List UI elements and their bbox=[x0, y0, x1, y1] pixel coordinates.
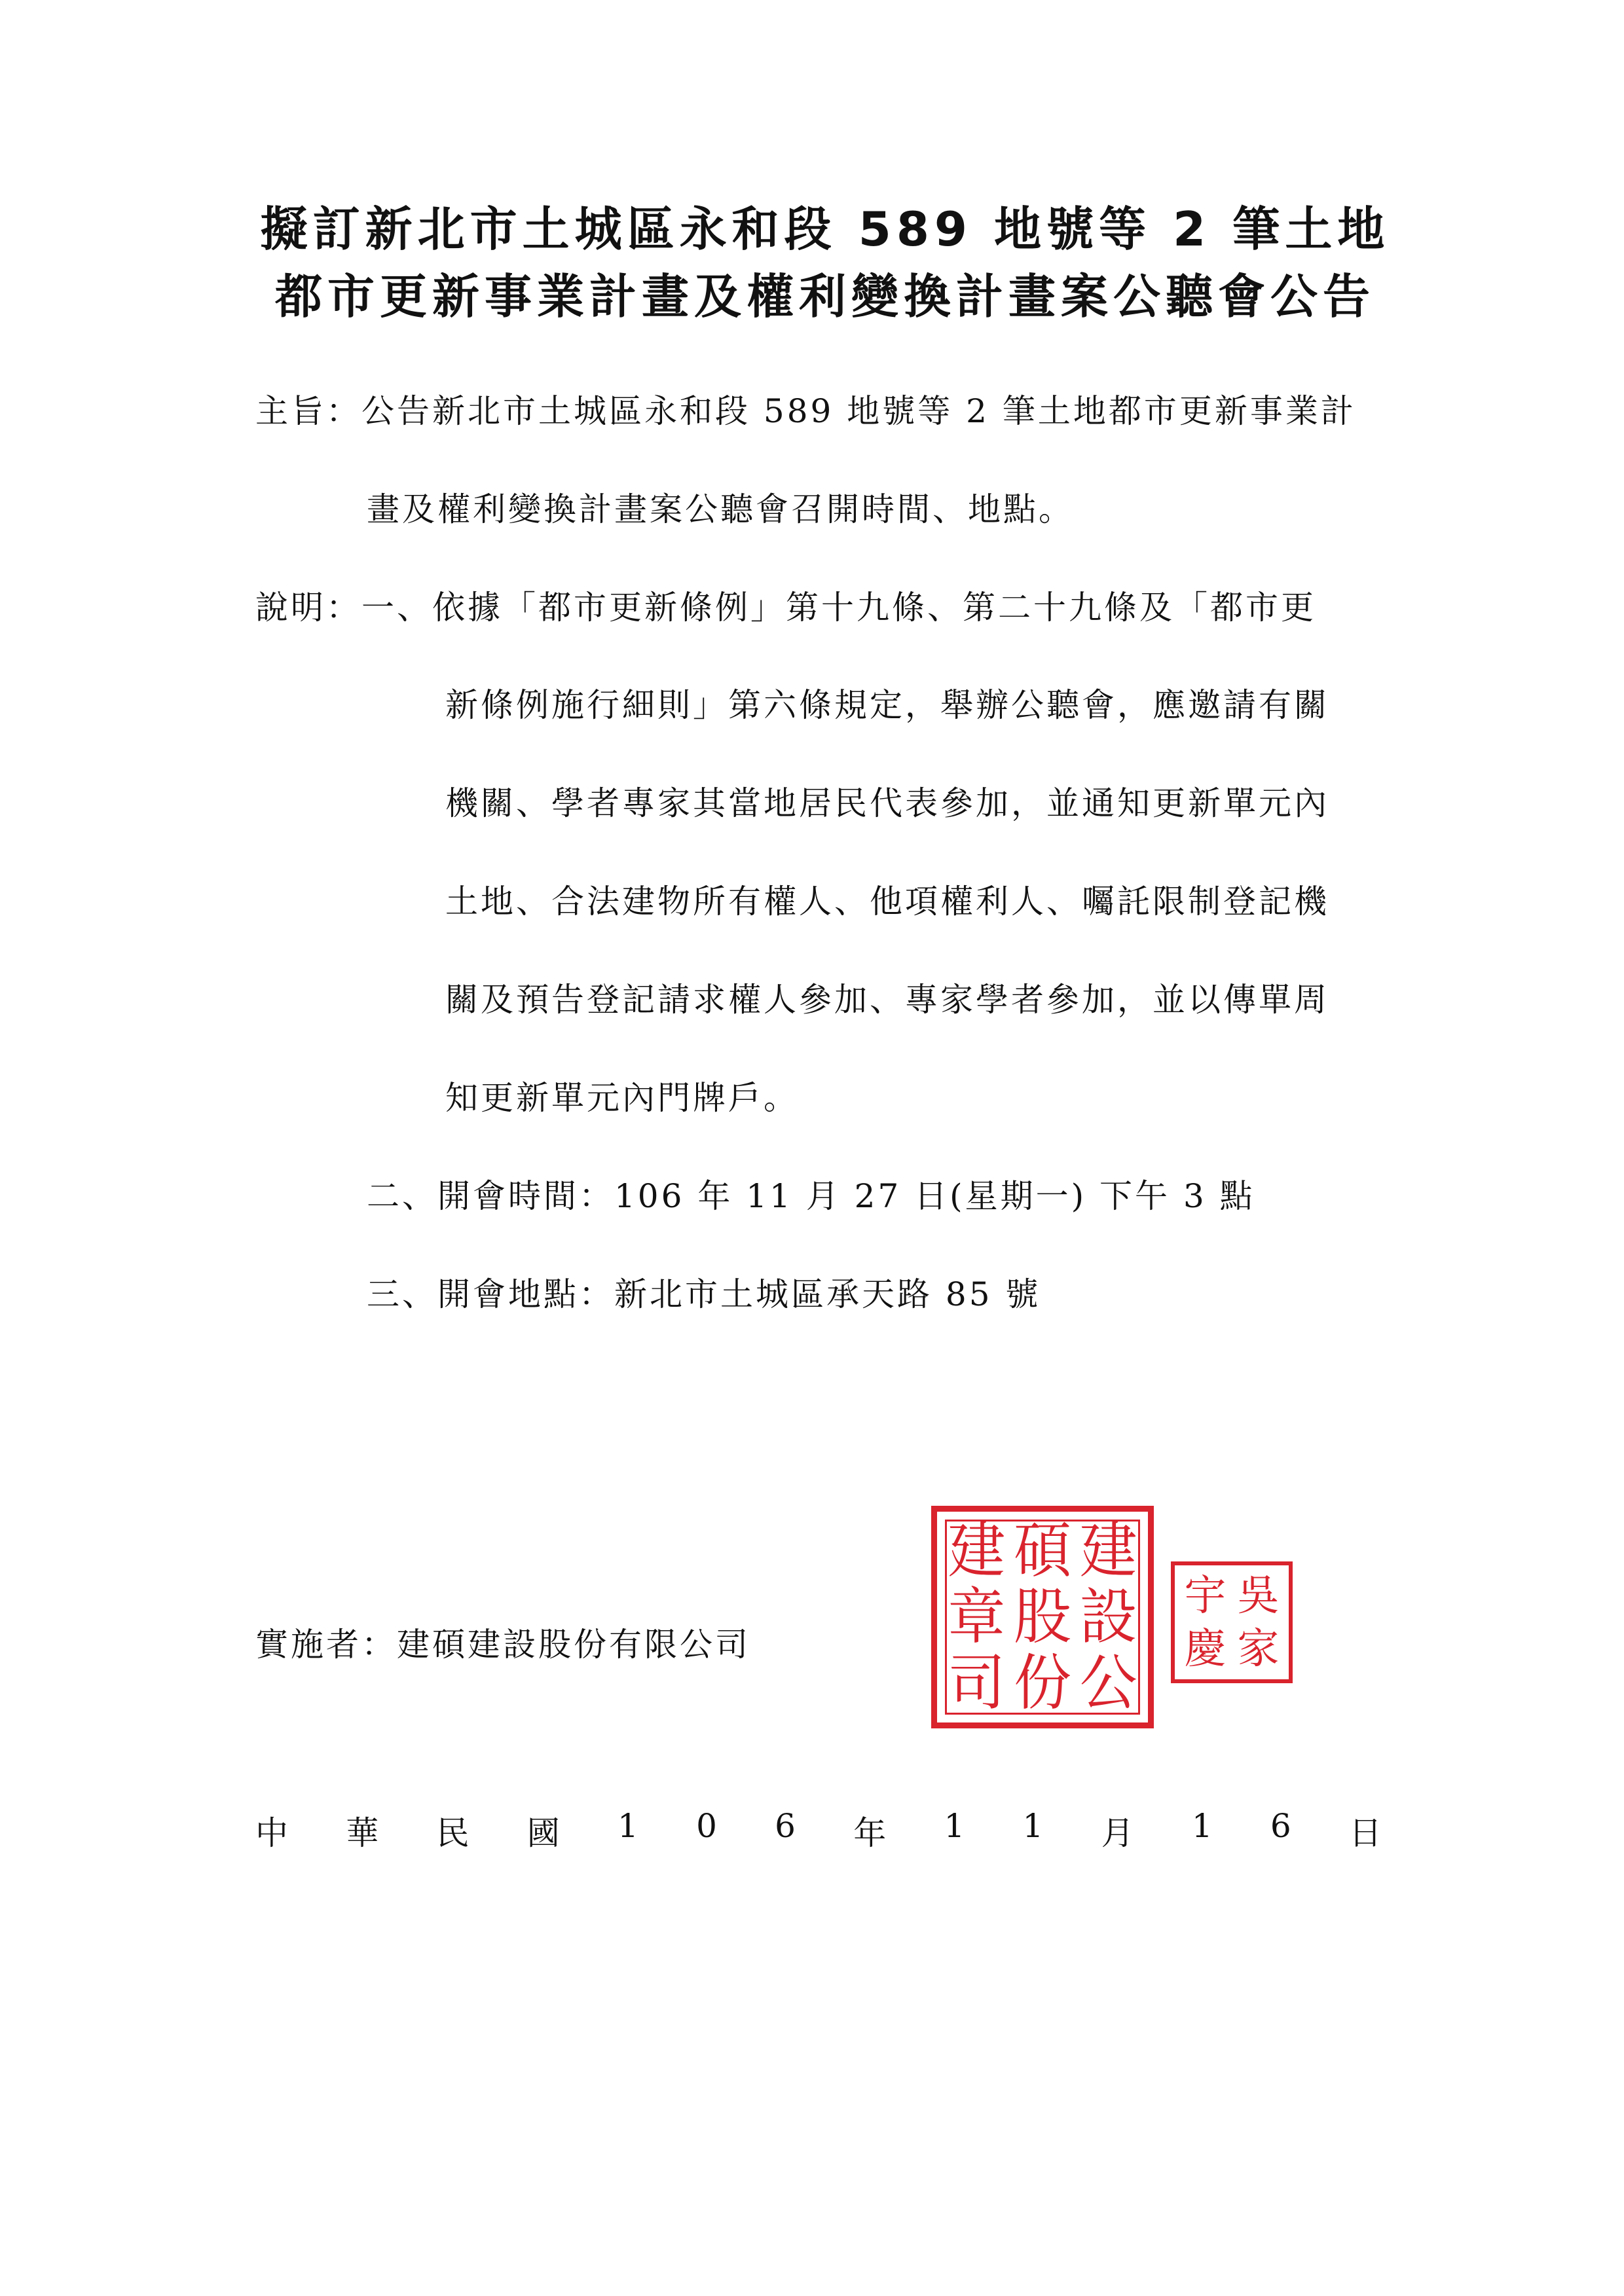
company-seal-char: 章 bbox=[948, 1581, 1006, 1652]
title-line-2: 都市更新事業計畫及權利變換計畫案公聽會公告 bbox=[274, 269, 1375, 324]
subject-line-2: 畫及權利變換計畫案公聽會召開時間、地點。 bbox=[367, 490, 1074, 528]
explanation-label: 說明： bbox=[255, 589, 361, 627]
date-char: 1 bbox=[944, 1807, 965, 1845]
date-char: 1 bbox=[1191, 1807, 1213, 1845]
company-seal bbox=[931, 1506, 1154, 1728]
company-seal-char: 份 bbox=[1013, 1647, 1071, 1719]
person-seal-char: 慶 bbox=[1184, 1624, 1227, 1673]
explanation-item1-line3: 機關、學者專家其當地居民代表參加，並通知更新單元內 bbox=[445, 784, 1329, 822]
explanation-item1-line4: 土地、合法建物所有權人、他項權利人、囑託限制登記機 bbox=[445, 883, 1329, 920]
date-char: 1 bbox=[618, 1807, 638, 1845]
title-line-1: 擬訂新北市土城區永和段 589 地號等 2 筆土地 bbox=[260, 202, 1390, 257]
subject-label: 主旨： bbox=[255, 392, 361, 430]
date-char: 國 bbox=[526, 1814, 560, 1852]
date-char: 6 bbox=[1270, 1807, 1291, 1845]
date-char: 日 bbox=[1348, 1814, 1382, 1852]
company-seal-char: 設 bbox=[1079, 1581, 1137, 1652]
date-char: 6 bbox=[775, 1807, 796, 1845]
date-char: 華 bbox=[346, 1814, 379, 1852]
company-seal-char: 司 bbox=[948, 1647, 1006, 1719]
person-seal-char: 家 bbox=[1237, 1624, 1280, 1673]
company-seal-char: 建 bbox=[948, 1515, 1006, 1586]
person-seal-char: 吳 bbox=[1237, 1571, 1280, 1620]
subject-text-1: 公告新北市土城區永和段 589 地號等 2 筆土地都市更新事業計 bbox=[361, 392, 1356, 430]
date-line bbox=[255, 1807, 1382, 1854]
date-char: 月 bbox=[1101, 1814, 1134, 1852]
date-char: 年 bbox=[853, 1814, 887, 1852]
date-char: 中 bbox=[255, 1814, 288, 1852]
person-seal-char: 宇 bbox=[1184, 1571, 1227, 1620]
company-seal-char: 公 bbox=[1079, 1647, 1137, 1719]
explanation-item3: 三、開會地點：新北市土城區承天路 85 號 bbox=[367, 1275, 1041, 1313]
implementer: 實施者：建碩建設股份有限公司 bbox=[255, 1626, 750, 1664]
date-char: 民 bbox=[436, 1814, 470, 1852]
company-seal-char: 碩 bbox=[1013, 1515, 1071, 1586]
explanation-item2: 二、開會時間：106 年 11 月 27 日(星期一) 下午 3 點 bbox=[367, 1177, 1255, 1215]
explanation-item1-line1: 一、依據「都市更新條例」第十九條、第二十九條及「都市更 bbox=[361, 589, 1316, 627]
date-char: 1 bbox=[1022, 1807, 1044, 1845]
explanation-item1-line2: 新條例施行細則」第六條規定，舉辦公聽會，應邀請有關 bbox=[445, 686, 1329, 724]
explanation-item1-line6: 知更新單元內門牌戶。 bbox=[445, 1079, 799, 1117]
subject-line-1 bbox=[255, 392, 1356, 431]
explanation-line-1 bbox=[255, 588, 1316, 627]
representative-seal bbox=[1171, 1561, 1293, 1683]
company-seal-char: 股 bbox=[1013, 1581, 1071, 1652]
explanation-item1-line5: 關及預告登記請求權人參加、專家學者參加，並以傳單周 bbox=[445, 981, 1329, 1019]
company-seal-char: 建 bbox=[1079, 1515, 1137, 1586]
date-char: 0 bbox=[696, 1807, 717, 1845]
